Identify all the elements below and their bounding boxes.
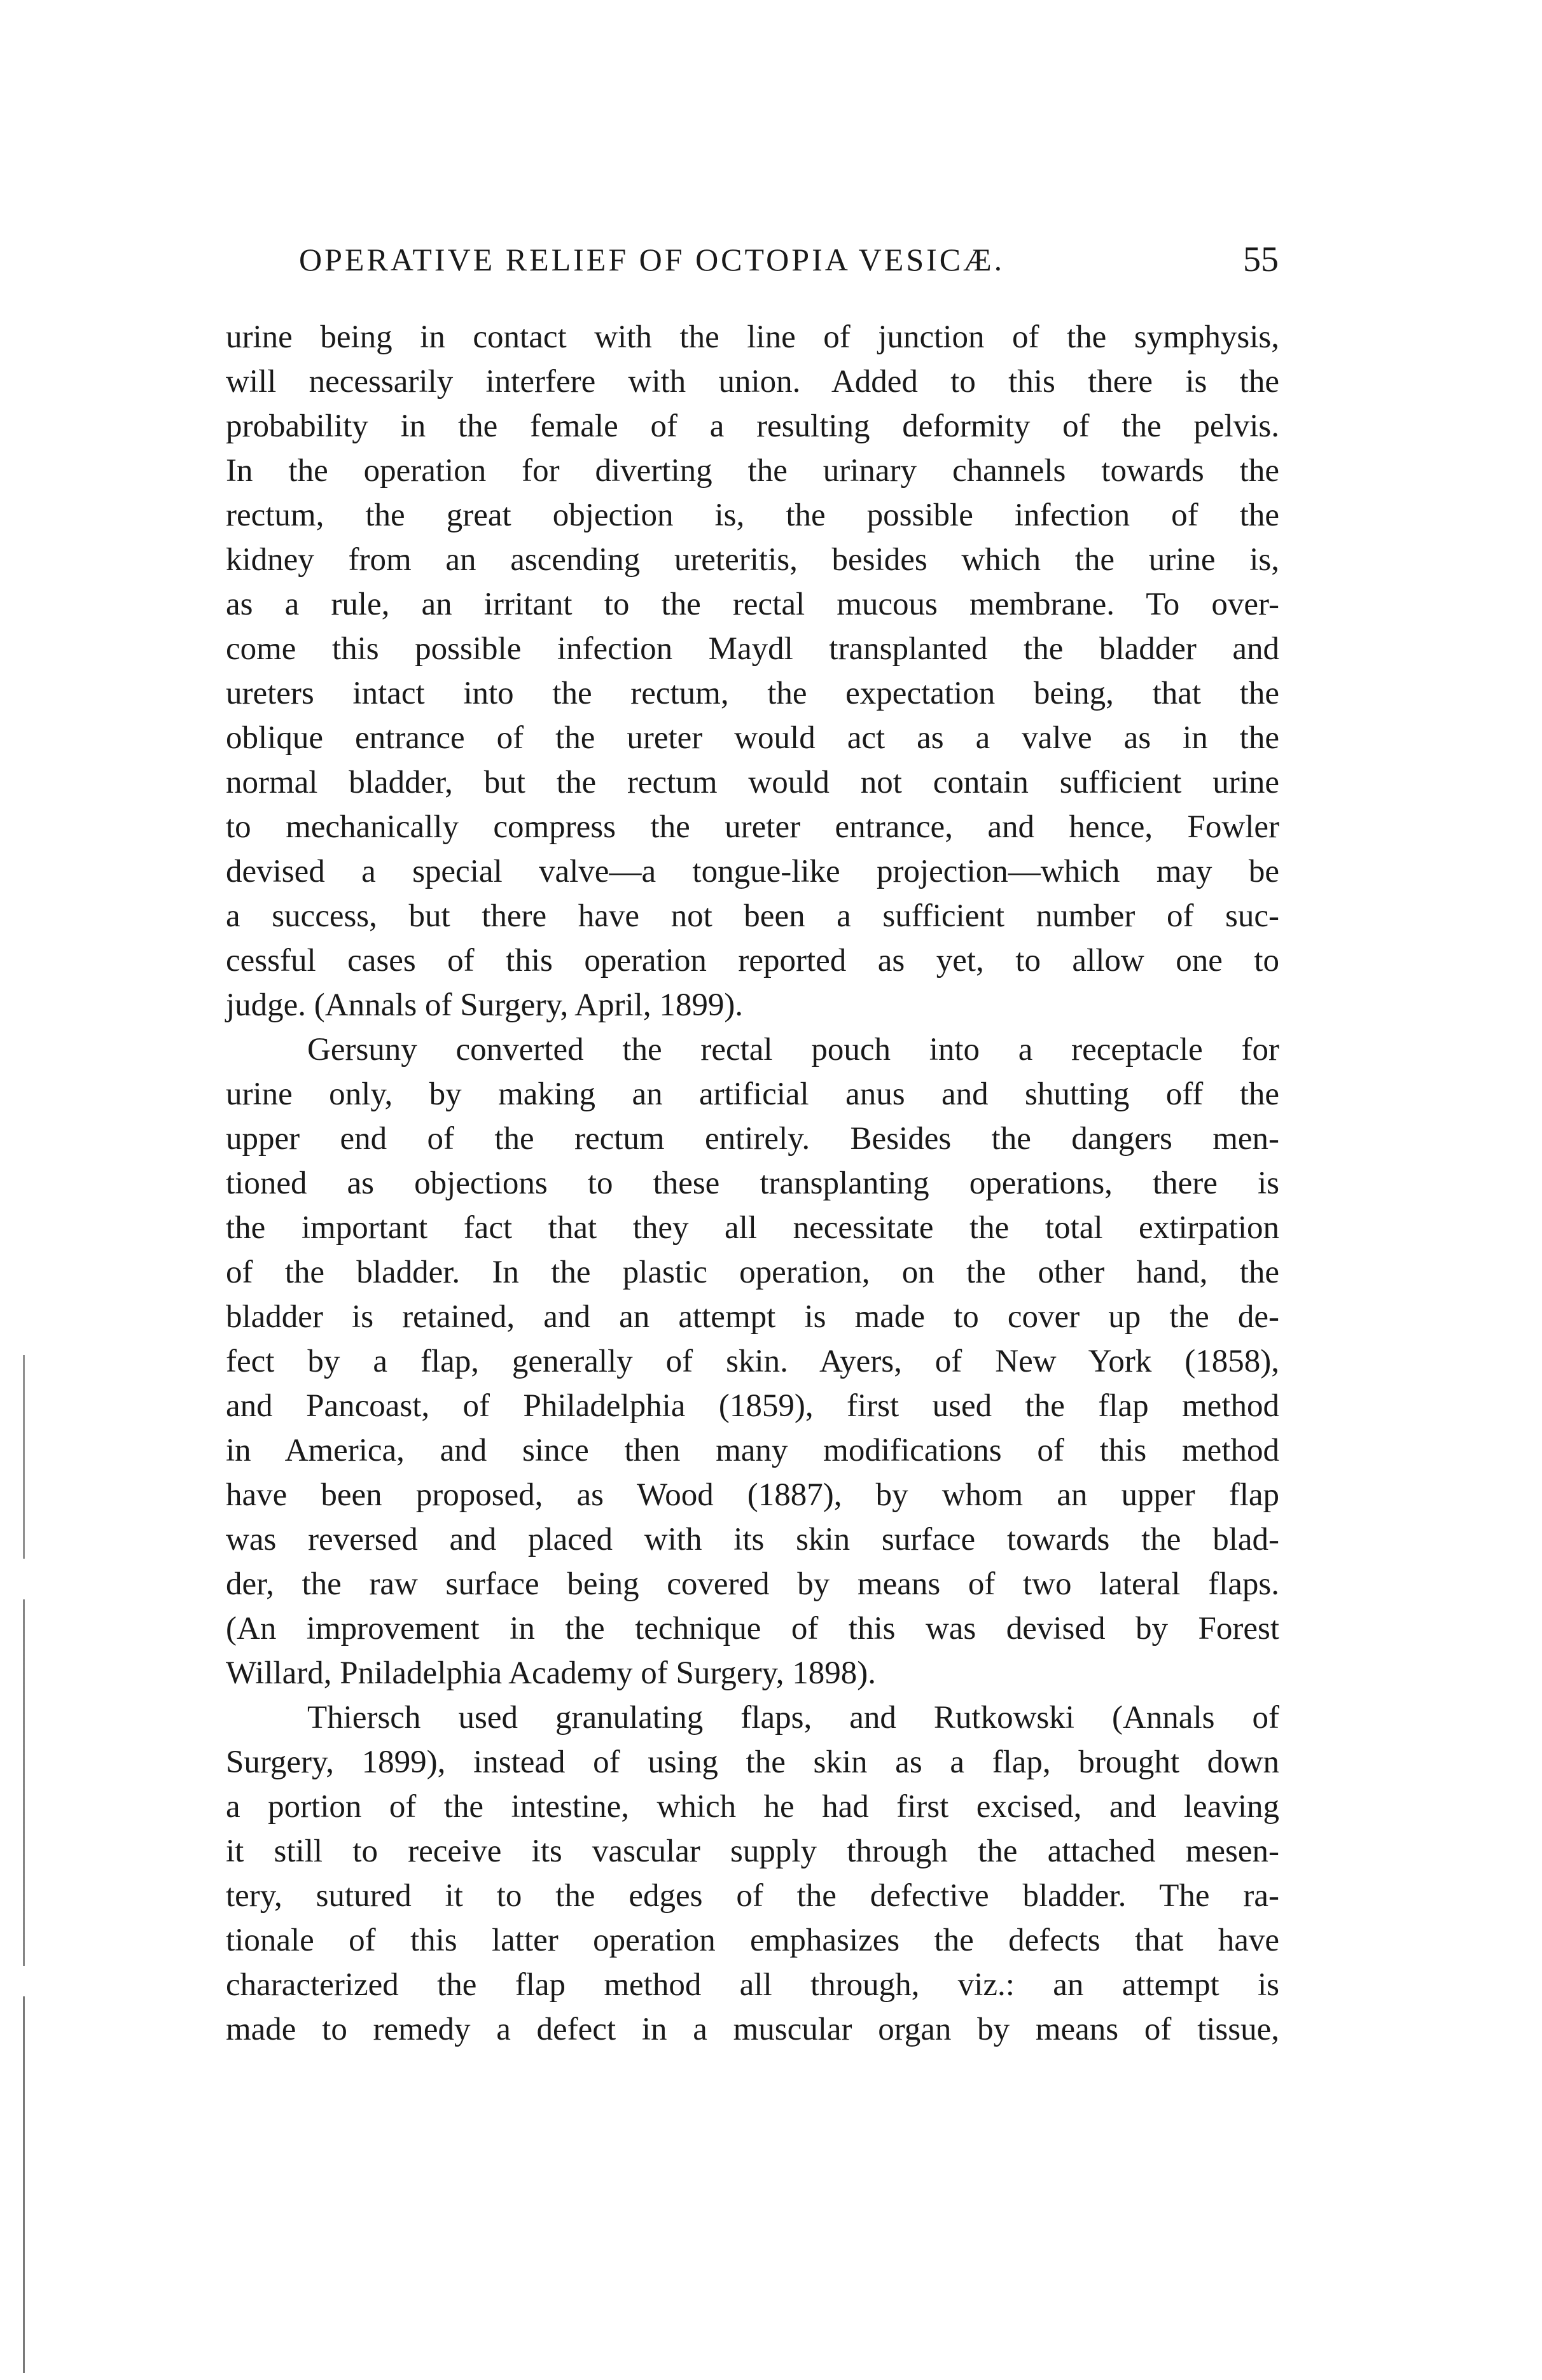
text-line: and Pancoast, of Philadelphia (1859), first used the flap method xyxy=(226,1388,1279,1424)
text-line: will necessarily interfere with union. Added to this there is the xyxy=(226,364,1279,400)
text-line: to mechanically compress the ureter entrance, and hence, Fowler xyxy=(226,809,1279,845)
text-line: devised a special valve—a tongue-like projection—which may be xyxy=(226,854,1279,889)
text-line: der, the raw surface being covered by means of two lateral flaps. xyxy=(226,1566,1279,1602)
text-line: as a rule, an irritant to the rectal mucous membrane. To over- xyxy=(226,587,1279,622)
text-line: oblique entrance of the ureter would act as a valve as in the xyxy=(226,720,1279,756)
text-line: tioned as objections to these transplanting operations, there is xyxy=(226,1166,1279,1201)
text-line: probability in the female of a resulting deformity of the pelvis. xyxy=(226,408,1279,444)
text-line: come this possible infection Maydl transplanted the bladder and xyxy=(226,631,1279,667)
text-line: judge. (Annals of Surgery, April, 1899). xyxy=(226,987,744,1023)
text-line: fect by a flap, generally of skin. Ayers, of New York (1858), xyxy=(226,1344,1279,1379)
text-line: Thiersch used granulating flaps, and Rutkowski (Annals of xyxy=(307,1700,1279,1736)
text-line: (An improvement in the technique of this was devised by Forest xyxy=(226,1611,1279,1646)
text-line: urine only, by making an artificial anus and shutting off the xyxy=(226,1076,1279,1112)
page-number: 55 xyxy=(1243,240,1279,279)
text-line: was reversed and placed with its skin surface towards the blad- xyxy=(226,1522,1279,1557)
text-line: urine being in contact with the line of junction of the symphysis, xyxy=(226,319,1279,355)
text-line: the important fact that they all necessitate the total extirpation xyxy=(226,1210,1279,1246)
body-text xyxy=(226,315,1279,2052)
scan-margin-mark xyxy=(23,1355,25,2373)
text-line: a portion of the intestine, which he had first excised, and leaving xyxy=(226,1789,1279,1825)
text-line: tery, sutured it to the edges of the defective bladder. The ra- xyxy=(226,1878,1279,1914)
text-line: In the operation for diverting the urinary channels towards the xyxy=(226,453,1279,489)
text-line: Willard, Pniladelphia Academy of Surgery, 1898). xyxy=(226,1655,876,1691)
text-line: kidney from an ascending ureteritis, besides which the urine is, xyxy=(226,542,1279,578)
running-head xyxy=(299,234,1279,285)
text-line: upper end of the rectum entirely. Besides the dangers men- xyxy=(226,1121,1279,1157)
text-line: in America, and since then many modifications of this method xyxy=(226,1433,1279,1468)
text-line: normal bladder, but the rectum would not contain sufficient urine xyxy=(226,765,1279,800)
text-line: Gersuny converted the rectal pouch into a receptacle for xyxy=(307,1032,1279,1068)
text-line: made to remedy a defect in a muscular organ by means of tissue, xyxy=(226,2012,1279,2047)
text-line: characterized the flap method all through, viz.: an attempt is xyxy=(226,1967,1279,2003)
text-line: of the bladder. In the plastic operation, on the other hand, the xyxy=(226,1255,1279,1290)
text-line: have been proposed, as Wood (1887), by whom an upper flap xyxy=(226,1477,1279,1513)
running-title: OPERATIVE RELIEF OF OCTOPIA VESICÆ. xyxy=(299,242,1005,277)
text-line: tionale of this latter operation emphasizes the defects that have xyxy=(226,1923,1279,1958)
text-line: rectum, the great objection is, the possible infection of the xyxy=(226,498,1279,533)
text-line: bladder is retained, and an attempt is made to cover up the de- xyxy=(226,1299,1279,1335)
text-line: Surgery, 1899), instead of using the skin as a flap, brought down xyxy=(226,1744,1279,1780)
text-line: a success, but there have not been a sufficient number of suc- xyxy=(226,898,1279,934)
text-line: ureters intact into the rectum, the expectation being, that the xyxy=(226,676,1279,711)
text-line: cessful cases of this operation reported as yet, to allow one to xyxy=(226,943,1279,978)
text-line: it still to receive its vascular supply through the attached mesen- xyxy=(226,1834,1279,1869)
